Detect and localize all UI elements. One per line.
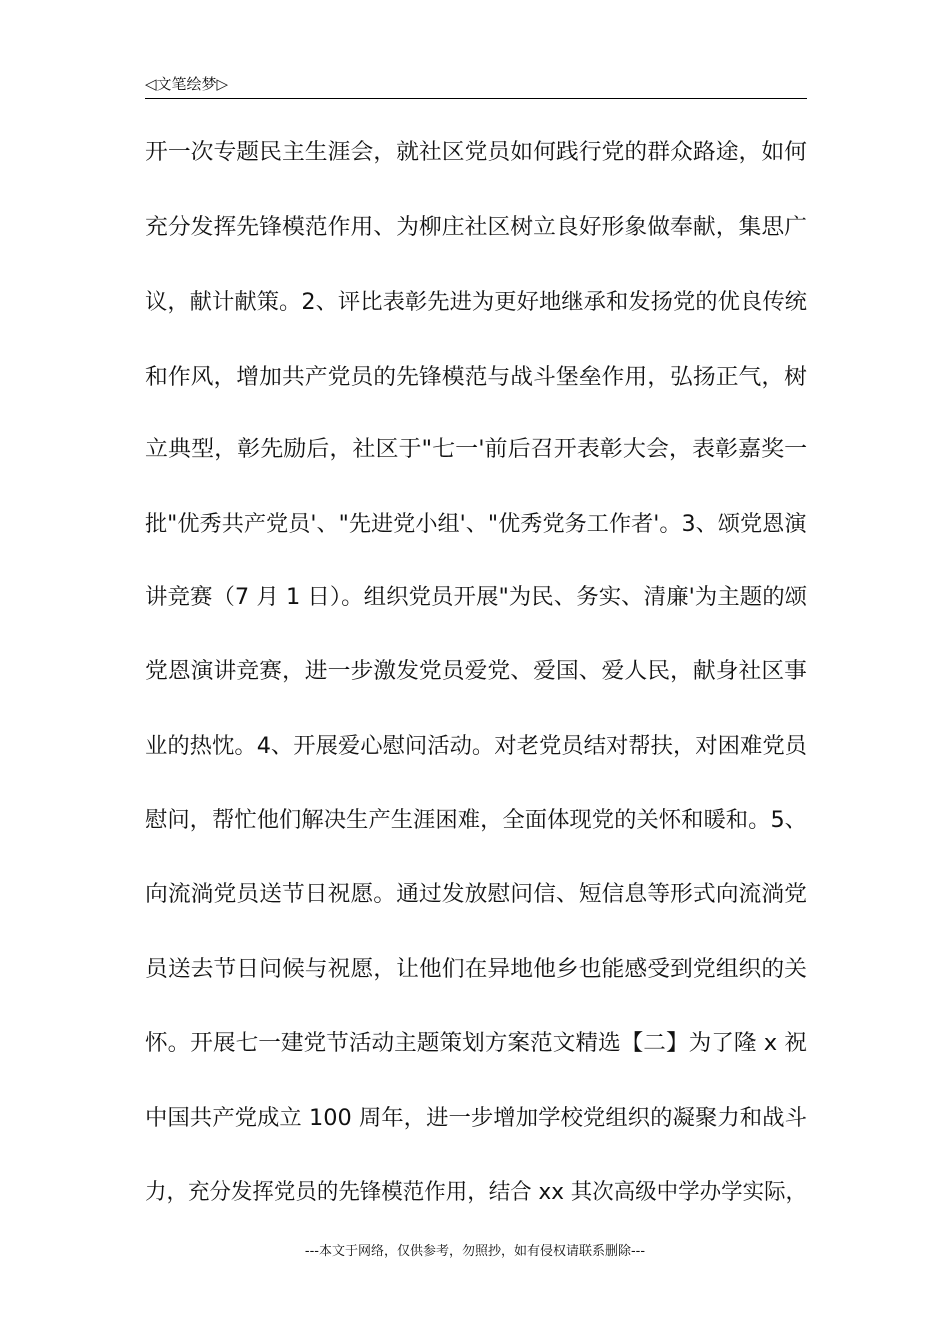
text-line: 批"优秀共产党员'、"先进党小组'、"优秀党务工作者'。3、颂党恩演 (145, 512, 807, 537)
text-line: 和作风，增加共产党员的先锋模范与战斗堡垒作用，弘扬正气，树 (145, 365, 808, 390)
text-line: 立典型，彰先励后，社区于"七一'前后召开表彰大会，表彰嘉奖一 (145, 437, 808, 462)
header-title: ◁文笔绘梦▷ (145, 75, 229, 93)
text-line: 员送去节日问候与祝愿，让他们在异地他乡也能感受到党组织的关 (145, 957, 808, 982)
text-line: 党恩演讲竞赛，进一步激发党员爱党、爱国、爱人民，献身社区事 (145, 659, 808, 684)
text-line: 怀。开展七一建党节活动主题策划方案范文精选【二】为了隆 x 祝 (145, 1031, 808, 1056)
text-line: 业的热忱。4、开展爱心慰问活动。对老党员结对帮扶，对困难党员 (145, 734, 807, 759)
text-line: 开一次专题民主生涯会，就社区党员如何践行党的群众路途，如何 (145, 140, 808, 165)
page-footer: ---本文于网络，仅供参考，勿照抄，如有侵权请联系删除--- (304, 1244, 646, 1259)
text-line: 力，充分发挥党员的先锋模范作用，结合 xx 其次高级中学办学实际， (145, 1180, 808, 1205)
text-line: 讲竞赛（7 月 1 日）。组织党员开展"为民、务实、清廉'为主题的颂 (145, 585, 808, 610)
text-line: 慰问，帮忙他们解决生产生涯困难，全面体现党的关怀和暖和。5、 (145, 808, 807, 833)
text-line: 议，献计献策。2、评比表彰先进为更好地继承和发扬党的优良传统 (145, 290, 807, 315)
text-line: 充分发挥先锋模范作用、为柳庄社区树立良好形象做奉献，集思广 (145, 215, 808, 240)
text-line: 中国共产党成立 100 周年，进一步增加学校党组织的凝聚力和战斗 (145, 1106, 807, 1131)
page-header (145, 72, 807, 99)
text-line: 向流淌党员送节日祝愿。通过发放慰问信、短信息等形式向流淌党 (145, 882, 808, 907)
